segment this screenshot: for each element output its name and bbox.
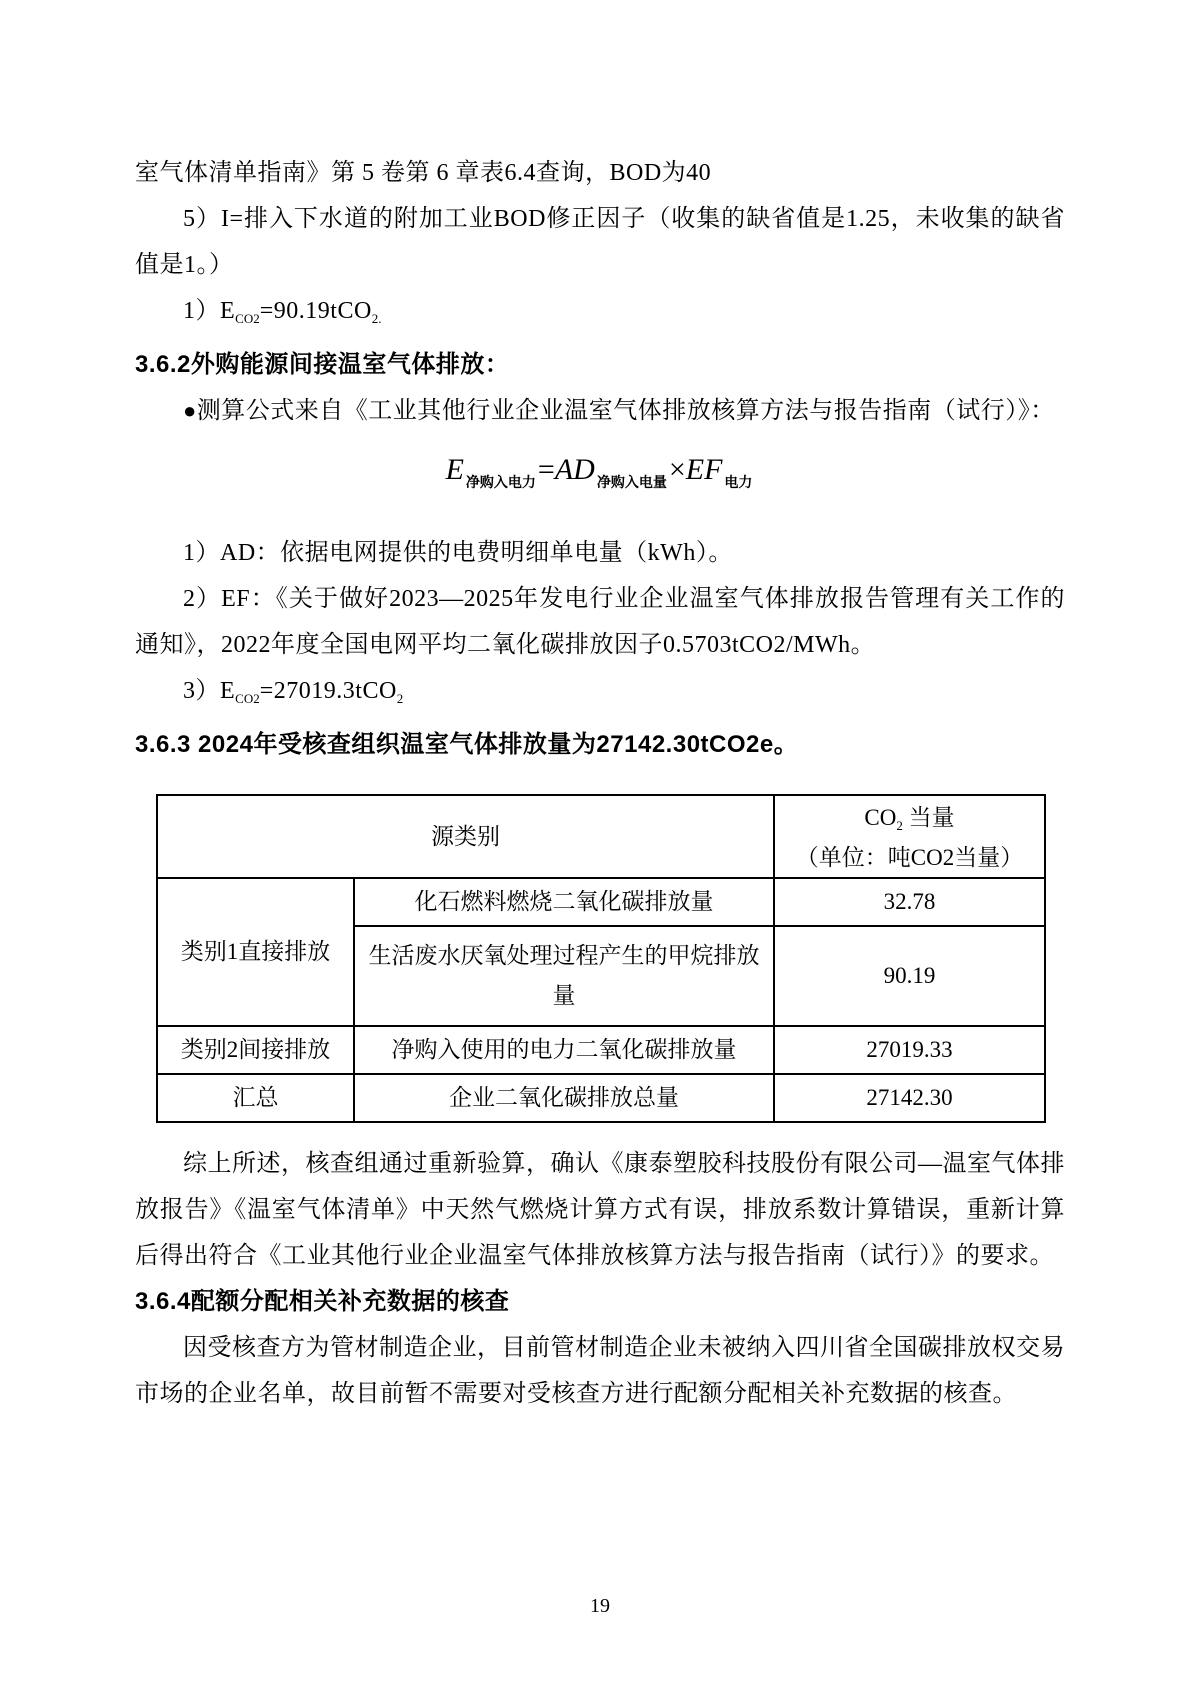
eco2-27019-unit-subscript: 2	[396, 691, 404, 706]
table-header-co2	[774, 795, 1045, 878]
formula-sub-ef: 电力	[724, 474, 753, 490]
table-row	[157, 1074, 1045, 1122]
formula-times: ×	[668, 453, 686, 486]
table-row	[157, 878, 1045, 926]
formula-var-e: E	[445, 453, 464, 486]
formula-sub-ad: 净购入电量	[596, 474, 667, 490]
cell-source-total: 企业二氧化碳排放总量	[354, 1074, 774, 1122]
body-paragraph-formula-source	[135, 388, 1065, 434]
co2-unit-line: （单位：吨CO2当量）	[795, 845, 1024, 870]
cell-value-fossil: 32.78	[774, 878, 1045, 926]
formula-var-ad: AD	[554, 453, 595, 486]
cell-source-fossil: 化石燃料燃烧二氧化碳排放量	[354, 878, 774, 926]
cell-category-total: 汇总	[157, 1074, 354, 1122]
body-paragraph-item-5: 5）I=排入下水道的附加工业BOD修正因子（收集的缺省值是1.25，未收集的缺省值是1。）	[135, 206, 1065, 278]
section-heading-3-6-2: 3.6.2外购能源间接温室气体排放：	[135, 351, 510, 378]
eco2-90-value: =90.19tCO	[259, 298, 372, 324]
table-header-source: 源类别	[157, 795, 774, 878]
co2-label-prefix: CO	[864, 805, 897, 830]
emission-formula	[135, 448, 1065, 504]
co2-label-subscript: 2	[896, 818, 903, 833]
section-heading-3-6-4: 3.6.4配额分配相关补充数据的核查	[135, 1288, 510, 1315]
cell-source-electricity: 净购入使用的电力二氧化碳排放量	[354, 1026, 774, 1074]
formula-sub-e: 净购入电力	[465, 474, 536, 490]
cell-value-electricity: 27019.33	[774, 1026, 1045, 1074]
body-paragraph-quota: 因受核查方为管材制造企业，目前管材制造企业未被纳入四川省全国碳排放权交易市场的企业名单，故目前暂不需要对受核查方进行配额分配相关补充数据的核查。	[135, 1335, 1065, 1407]
formula-equals: =	[537, 453, 555, 486]
cell-category-indirect: 类别2间接排放	[157, 1026, 354, 1074]
section-heading-3-6-3: 3.6.3 2024年受核查组织温室气体排放量为27142.30tCO2e。	[135, 731, 799, 758]
formula-source-text: 测算公式来自《工业其他行业企业温室气体排放核算方法与报告指南（试行）》：	[196, 398, 1055, 424]
document-content	[135, 150, 1065, 1417]
body-paragraph-ef: 2）EF：《关于做好2023—2025年发电行业企业温室气体排放报告管理有关工作的通知》，2022年度全国电网平均二氧化碳排放因子0.5703tCO2/MWh。	[135, 586, 1065, 658]
formula-var-ef: EF	[685, 453, 723, 486]
cell-value-total: 27142.30	[774, 1074, 1045, 1122]
eco2-27019-value: =27019.3tCO	[259, 678, 397, 704]
eco2-90-unit-subscript: 2.	[371, 311, 382, 326]
eco2-90-prefix: 1）E	[183, 298, 236, 324]
table-row	[157, 1026, 1045, 1074]
emissions-table	[156, 794, 1046, 1123]
bullet-icon: ●	[183, 398, 197, 423]
body-paragraph-continuation: 室气体清单指南》第 5 卷第 6 章表6.4查询，BOD为40	[135, 160, 712, 186]
cell-category-direct: 类别1直接排放	[157, 878, 354, 1026]
eco2-27019-subscript: CO2	[235, 691, 260, 706]
page-number: 19	[590, 1595, 610, 1617]
table-header-row	[157, 795, 1045, 878]
body-paragraph-ad: 1）AD：依据电网提供的电费明细单电量（kWh）。	[183, 540, 733, 566]
body-paragraph-conclusion: 综上所述，核查组通过重新验算，确认《康泰塑胶科技股份有限公司—温室气体排放报告》《温室气体清单》中天然气燃烧计算方式有误，排放系数计算错误，重新计算后得出符合《工业其他行业企业温室气体排放核算方法与报告指南（试行）》的要求。	[135, 1151, 1065, 1269]
eco2-90-subscript: CO2	[235, 311, 260, 326]
body-paragraph-eco2-90	[135, 288, 1065, 342]
cell-source-wastewater: 生活废水厌氧处理过程产生的甲烷排放量	[354, 926, 774, 1026]
eco2-27019-prefix: 3）E	[183, 678, 236, 704]
co2-label-suffix: 当量	[902, 805, 955, 830]
body-paragraph-eco2-27019	[135, 668, 1065, 722]
cell-value-wastewater: 90.19	[774, 926, 1045, 1026]
